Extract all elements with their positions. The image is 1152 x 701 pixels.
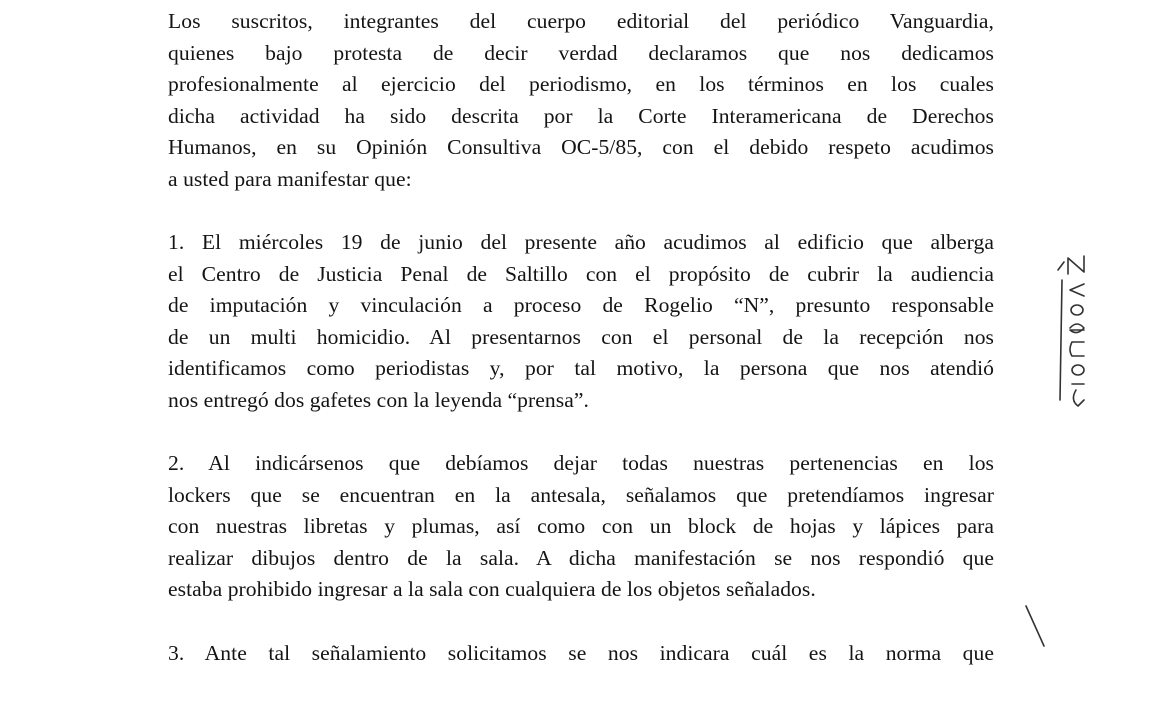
paragraph-item-3 <box>168 638 994 670</box>
text-line: dicha actividad ha sido descrita por la Corte Interamericana de Derechos <box>168 103 994 128</box>
text-line: a usted para manifestar que: <box>168 166 412 191</box>
text-line: realizar dibujos dentro de la sala. A dicha manifestación se nos respondió que <box>168 545 994 570</box>
text-line: 2. Al indicársenos que debíamos dejar todas nuestras pertenencias en los <box>168 451 994 475</box>
text-line: con nuestras libretas y plumas, así como con un block de hojas y lápices para <box>168 514 994 538</box>
text-line: lockers que se encuentran en la antesala, señalamos que pretendíamos ingresar <box>168 482 994 507</box>
handwritten-initials-icon <box>1040 250 1110 410</box>
text-line: de imputación y vinculación a proceso de Rogelio “N”, presunto responsable <box>168 293 994 317</box>
text-line: quienes bajo protesta de decir verdad declaramos que nos dedicamos <box>168 40 994 65</box>
text-line: 1. El miércoles 19 de junio del presente año acudimos al edificio que alberga <box>168 230 994 254</box>
paragraph-item-2 <box>168 448 994 606</box>
text-line: de un multi homicidio. Al presentarnos con el personal de la recepción nos <box>168 324 994 349</box>
text-line: nos entregó dos gafetes con la leyenda “prensa”. <box>168 387 589 412</box>
text-line: Los suscritos, integrantes del cuerpo editorial del periódico Vanguardia, <box>168 9 994 33</box>
text-line: profesionalmente al ejercicio del periodismo, en los términos en los cuales <box>168 72 994 96</box>
text-line: el Centro de Justicia Penal de Saltillo con el propósito de cubrir la audiencia <box>168 261 994 286</box>
text-line: Humanos, en su Opinión Consultiva OC-5/85, con el debido respeto acudimos <box>168 135 994 159</box>
text-line: identificamos como periodistas y, por tal motivo, la persona que nos atendió <box>168 356 994 380</box>
text-line: estaba prohibido ingresar a la sala con cualquiera de los objetos señalados. <box>168 577 816 601</box>
document-body <box>168 6 994 701</box>
paragraph-item-1 <box>168 227 994 416</box>
paragraph-intro <box>168 6 994 195</box>
margin-pen-stroke-icon <box>1018 600 1058 648</box>
text-line: 3. Ante tal señalamiento solicitamos se nos indicara cuál es la norma que <box>168 640 994 665</box>
